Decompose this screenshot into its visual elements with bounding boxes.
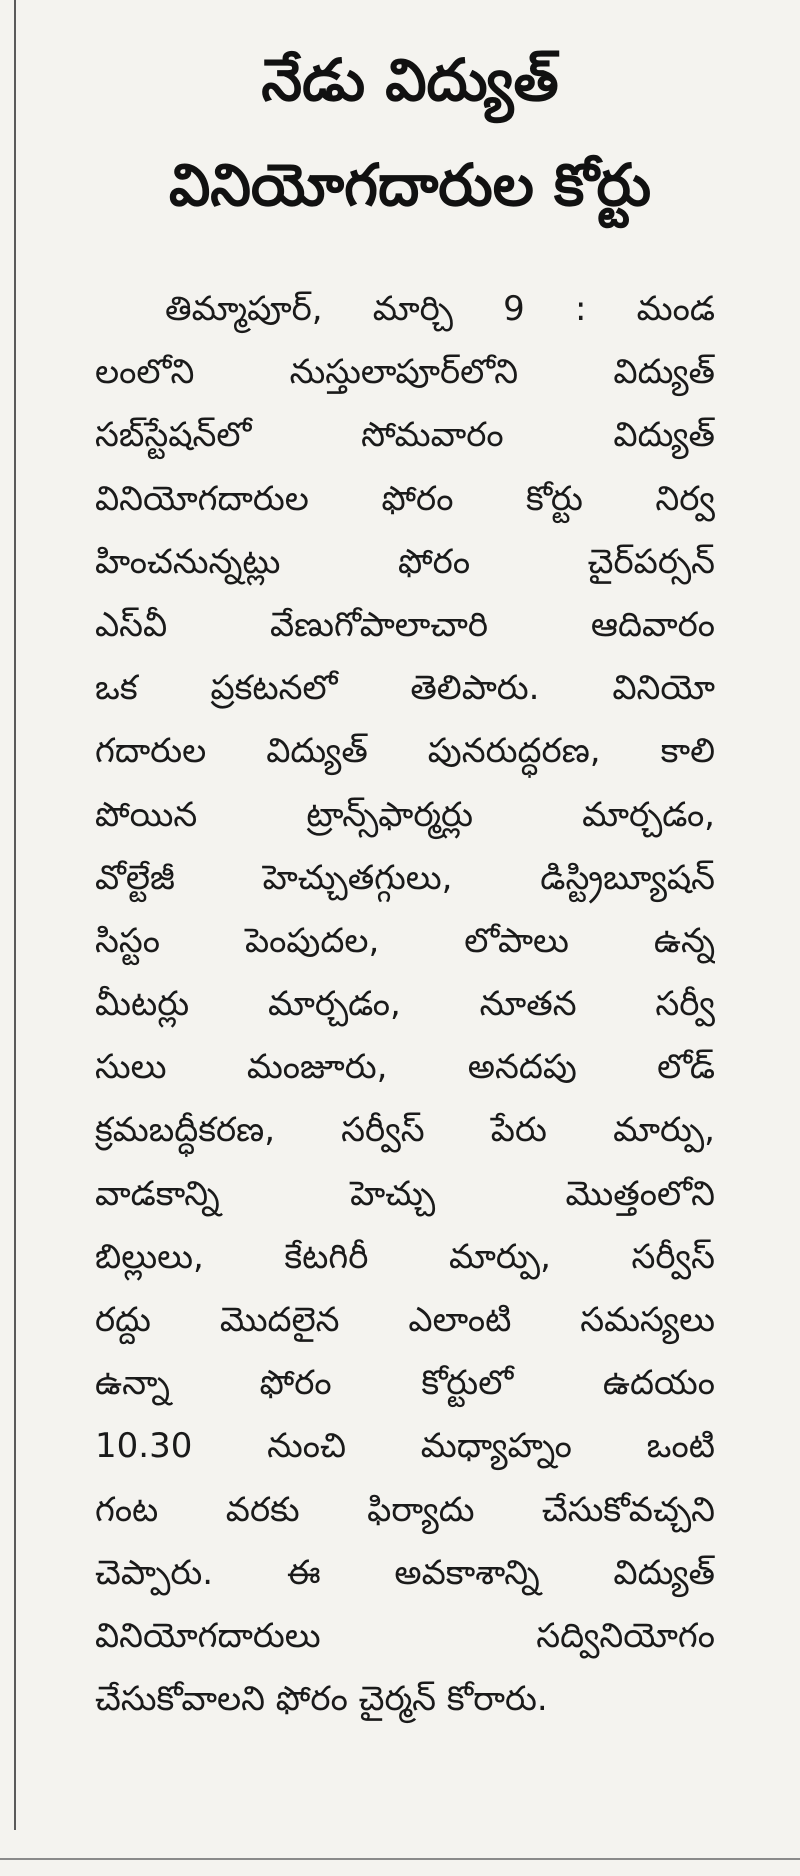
body-line: రద్దు మొదలైన ఎలాంటి సమస్యలు — [95, 1300, 715, 1340]
headline-line-1: నేడు విద్యుత్ — [261, 46, 559, 114]
body-line: వోల్టేజీ హెచ్చుతగ్గులు, డిస్ట్రిబ్యూషన్ — [95, 857, 715, 898]
body-line: పోయిన ట్రాన్స్‌ఫార్మర్లు మార్చడం, — [95, 794, 715, 835]
page-rule-bottom — [0, 1858, 800, 1860]
body-line: ఒక ప్రకటనలో తెలిపారు. వినియో — [95, 668, 715, 709]
body-line: వినియోగదారులు సద్వినియోగం — [95, 1615, 715, 1656]
body-line: సిస్టం పెంపుదల, లోపాలు ఉన్న — [95, 920, 715, 961]
article-body — [95, 278, 715, 1731]
body-line: బిల్లులు, కేటగిరీ మార్పు, సర్వీస్ — [95, 1236, 715, 1277]
body-line: గదారుల విద్యుత్ పునరుద్ధరణ, కాలి — [95, 731, 715, 772]
body-line: హించనున్నట్లు ఫోరం చైర్‌పర్సన్ — [95, 541, 715, 582]
body-line: ఎస్‌వీ వేణుగోపాలాచారి ఆదివారం — [95, 604, 715, 645]
body-line: 10.30 నుంచి మధ్యాహ్నం ఒంటి — [95, 1426, 715, 1467]
body-line: వాడకాన్ని హెచ్చు మొత్తంలోని — [95, 1173, 715, 1214]
body-line: సులు మంజూరు, అనదపు లోడ్ — [95, 1047, 715, 1088]
body-line: సబ్‌స్టేషన్‌లో సోమవారం విద్యుత్ — [95, 415, 715, 456]
body-line: మీటర్లు మార్చడం, నూతన సర్వీ — [95, 984, 715, 1025]
body-line: ఉన్నా ఫోరం కోర్టులో ఉదయం — [95, 1363, 715, 1404]
body-line: వినియోగదారుల ఫోరం కోర్టు నిర్వ — [95, 478, 715, 519]
body-line: క్రమబద్ధీకరణ, సర్వీస్ పేరు మార్పు, — [95, 1110, 715, 1151]
headline-line-2: వినియోగదారుల కోర్టు — [168, 151, 652, 219]
column-rule-left — [14, 0, 16, 1830]
body-line: గంట వరకు ఫిర్యాదు చేసుకోవచ్చని — [95, 1489, 715, 1530]
body-line: తిమ్మాపూర్, మార్చి 9 : మండ — [165, 289, 715, 329]
body-line: లంలోని నుస్తులాపూర్‌లోని విద్యుత్ — [95, 352, 715, 393]
body-line: చేసుకోవాలని ఫోరం చైర్మన్ కోరారు. — [95, 1679, 548, 1720]
body-line: చెప్పారు. ఈ అవకాశాన్ని విద్యుత్ — [95, 1552, 715, 1593]
